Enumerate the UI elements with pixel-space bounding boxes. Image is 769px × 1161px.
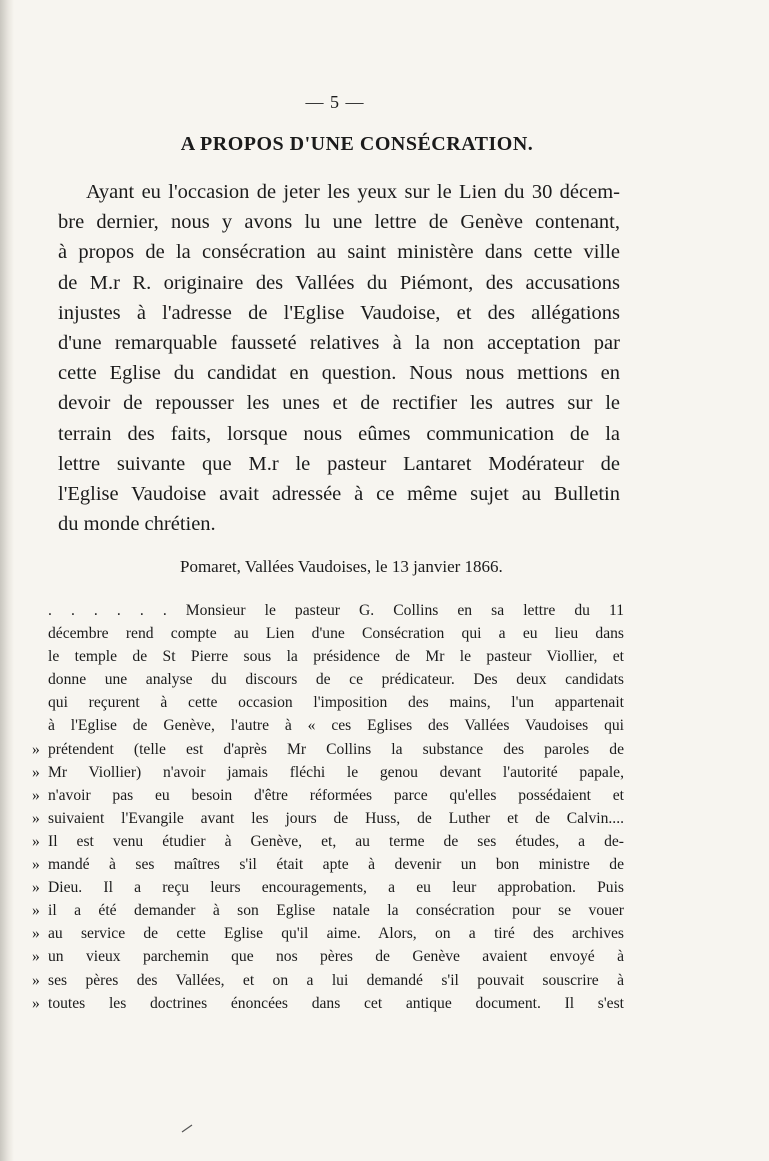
letter-line-text: Dieu. Il a reçu leurs encouragements, a eu leur approbation. Puis <box>48 879 624 897</box>
quote-mark: » <box>32 856 40 874</box>
intro-line: cette Eglise du candidat en question. Nous nous mettions en <box>58 362 620 385</box>
intro-line: de M.r R. originaire des Vallées du Piémont, des accusations <box>58 271 620 294</box>
letter-line-text: . . . . . . Monsieur le pasteur G. Collins en sa lettre du 11 <box>48 602 624 619</box>
quote-mark: » <box>32 740 40 758</box>
quote-mark: » <box>32 809 40 827</box>
quote-mark: » <box>32 879 40 897</box>
intro-line: injustes à l'adresse de l'Eglise Vaudoise, et des allégations <box>58 301 620 324</box>
letter-line <box>32 853 624 876</box>
letter-line <box>32 807 624 830</box>
letter-line <box>32 761 624 784</box>
letter-line-text: décembre rend compte au Lien d'une Consécration qui a eu lieu dans <box>48 625 624 643</box>
letter-line-text: prétendent (telle est d'après Mr Collins la substance des paroles de <box>48 740 624 758</box>
letter-line-text: Mr Viollier) n'avoir jamais fléchi le genou devant l'autorité papale, <box>48 763 624 781</box>
letter-line-text: qui reçurent à cette occasion l'imposition des mains, l'un appartenait <box>48 694 624 712</box>
quote-mark: » <box>32 786 40 804</box>
intro-line: lettre suivante que M.r le pasteur Lantaret Modérateur de <box>58 452 620 475</box>
quote-mark: » <box>32 948 40 966</box>
intro-line: Ayant eu l'occasion de jeter les yeux sur le Lien du 30 décem- <box>86 181 620 203</box>
letter-line <box>32 599 624 622</box>
quote-mark: » <box>32 902 40 920</box>
quote-mark: » <box>32 925 40 943</box>
letter-line-text: Il est venu étudier à Genève, et, au terme de ses études, a de- <box>48 832 624 850</box>
article-title: A PROPOS D'UNE CONSÉCRATION. <box>180 133 534 155</box>
letter-line <box>32 645 624 668</box>
letter-line <box>32 992 624 1015</box>
intro-line: à propos de la consécration au saint ministère dans cette ville <box>58 241 620 264</box>
quote-mark: » <box>32 994 40 1012</box>
quote-mark: » <box>32 763 40 781</box>
letter-line-text: toutes les doctrines énoncées dans cet antique document. Il s'est <box>48 994 624 1012</box>
letter-body <box>32 599 624 1015</box>
intro-line: l'Eglise Vaudoise avait adressée à ce même sujet au Bulletin <box>58 483 620 506</box>
letter-line-text: ses pères des Vallées, et on a lui demandé s'il pouvait souscrire à <box>48 971 624 989</box>
letter-line <box>32 738 624 761</box>
letter-line <box>32 622 624 645</box>
letter-line <box>32 668 624 691</box>
letter-line-text: mandé à ses maîtres s'il était apte à devenir un bon ministre de <box>48 856 624 874</box>
letter-line-text: un vieux parchemin que nos pères de Genève avaient envoyé à <box>48 948 624 966</box>
letter-line-text: suivaient l'Evangile avant les jours de Huss, de Luther et de Calvin.... <box>48 809 624 827</box>
letter-line-text: il a été demander à son Eglise natale la consécration pour se vouer <box>48 902 624 920</box>
letter-line-text: le temple de St Pierre sous la présidence de Mr le pasteur Viollier, et <box>48 648 624 666</box>
page-number: — 5 — <box>305 92 365 112</box>
letter-dateline: Pomaret, Vallées Vaudoises, le 13 janvier 1866. <box>180 557 503 576</box>
letter-line-text: n'avoir pas eu besoin d'être réformées parce qu'elles possédaient et <box>48 786 624 804</box>
letter-line-text: donne une analyse du discours de ce prédicateur. Des deux candidats <box>48 671 624 689</box>
intro-line: bre dernier, nous y avons lu une lettre de Genève contenant, <box>58 211 620 234</box>
intro-line: du monde chrétien. <box>58 513 216 536</box>
letter-line-text: au service de cette Eglise qu'il aime. Alors, on a tiré des archives <box>48 925 624 943</box>
letter-line <box>32 691 624 714</box>
quote-mark: » <box>32 971 40 989</box>
letter-line <box>32 969 624 992</box>
ink-speck <box>180 1122 194 1134</box>
intro-line: terrain des faits, lorsque nous eûmes communication de la <box>58 422 620 445</box>
letter-line <box>32 830 624 853</box>
letter-line <box>32 945 624 968</box>
intro-paragraph <box>58 177 620 539</box>
letter-line <box>32 714 624 737</box>
letter-line <box>32 784 624 807</box>
letter-line <box>32 899 624 922</box>
intro-line: d'une remarquable fausseté relatives à la non acceptation par <box>58 332 620 355</box>
letter-line <box>32 876 624 899</box>
quote-mark: » <box>32 832 40 850</box>
letter-line-text: à l'Eglise de Genève, l'autre à « ces Eglises des Vallées Vaudoises qui <box>48 717 624 735</box>
letter-line <box>32 922 624 945</box>
intro-line: devoir de repousser les unes et de rectifier les autres sur le <box>58 392 620 415</box>
page-edge-shadow <box>0 0 14 1161</box>
